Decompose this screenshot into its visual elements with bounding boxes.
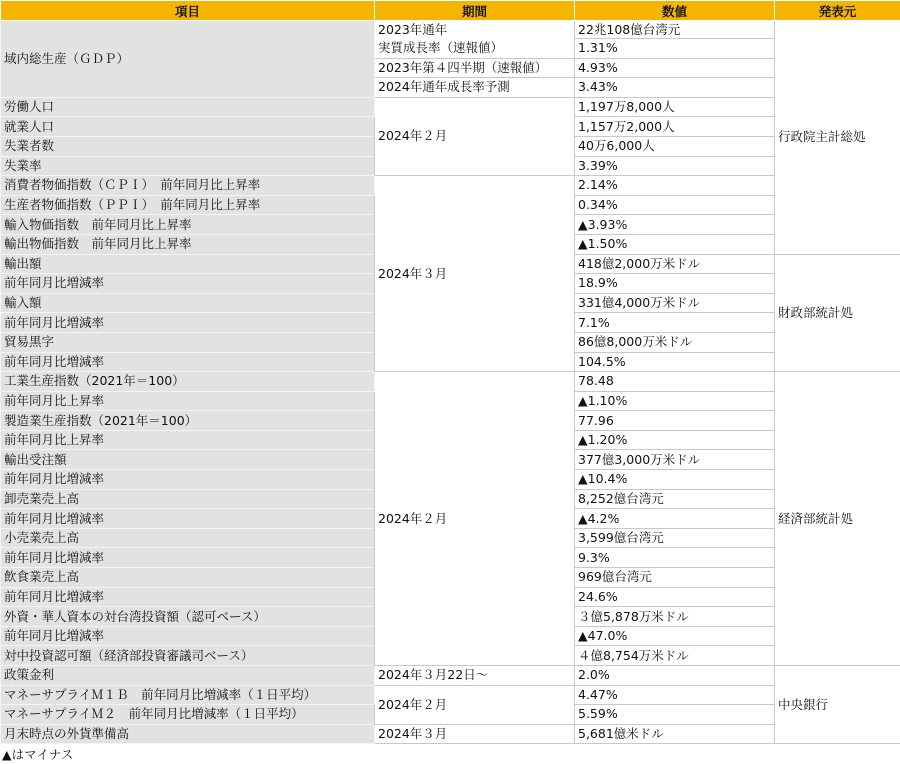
row-value: 9.3% (575, 548, 775, 568)
gdp-value-total: 22兆108億台湾元 (575, 21, 775, 39)
table-row (1, 666, 900, 686)
period-cell: 2024年２月 (375, 97, 575, 175)
row-item: 小売業売上高 (1, 528, 375, 548)
row-value: ▲3.93% (575, 215, 775, 235)
gdp-value-q4: 4.93% (575, 58, 775, 78)
period-cell: 2024年２月 (375, 372, 575, 666)
row-item: 輸出物価指数 前年同月比上昇率 (1, 234, 375, 254)
row-item: 輸入額 (1, 293, 375, 313)
table-row (1, 372, 900, 392)
row-item: 消費者物価指数（ＣＰＩ） 前年同月比上昇率 (1, 176, 375, 196)
row-value: 24.6% (575, 587, 775, 607)
row-item: 前年同月比増減率 (1, 509, 375, 529)
row-value: ▲1.50% (575, 234, 775, 254)
table-row (1, 97, 900, 117)
row-item: 前年同月比増減率 (1, 470, 375, 490)
row-value: 78.48 (575, 372, 775, 392)
row-value: 77.96 (575, 411, 775, 431)
row-item: 前年同月比上昇率 (1, 391, 375, 411)
row-item: 飲食業売上高 (1, 568, 375, 588)
row-item: 前年同月比増減率 (1, 274, 375, 294)
table-row (1, 21, 900, 39)
row-item: 就業人口 (1, 117, 375, 137)
row-item: 輸出受注額 (1, 450, 375, 470)
row-item: 前年同月比増減率 (1, 352, 375, 372)
gdp-item: 域内総生産（ＧＤＰ） (1, 21, 375, 98)
header-value: 数値 (575, 1, 775, 21)
row-value: ▲10.4% (575, 470, 775, 490)
row-value: 418億2,000万米ドル (575, 254, 775, 274)
footnote: ▲はマイナス (2, 747, 74, 763)
row-item: 輸入物価指数 前年同月比上昇率 (1, 215, 375, 235)
gdp-period-forecast: 2024年通年成長率予測 (375, 78, 575, 98)
row-value: 2.0% (575, 666, 775, 686)
row-value: ▲4.2% (575, 509, 775, 529)
source-cbc: 中央銀行 (775, 666, 900, 744)
gdp-value-forecast: 3.43% (575, 78, 775, 98)
row-value: ３億5,878万米ドル (575, 607, 775, 627)
row-value: 4.47% (575, 685, 775, 705)
row-value: ４億8,754万米ドル (575, 646, 775, 666)
row-item: 生産者物価指数（ＰＰＩ） 前年同月比上昇率 (1, 195, 375, 215)
header-row (1, 1, 900, 21)
row-item: 失業者数 (1, 136, 375, 156)
row-item: 政策金利 (1, 666, 375, 686)
period-cell: 2024年３月22日～ (375, 666, 575, 686)
table-row (1, 685, 900, 705)
period-cell: 2024年３月 (375, 176, 575, 372)
row-value: ▲47.0% (575, 626, 775, 646)
row-item: 前年同月比上昇率 (1, 430, 375, 450)
row-item: マネーサプライＭ２ 前年同月比増減率（１日平均） (1, 705, 375, 725)
header-period: 期間 (375, 1, 575, 21)
row-item: 労働人口 (1, 97, 375, 117)
row-item: 前年同月比増減率 (1, 548, 375, 568)
row-value: 5,681億米ドル (575, 724, 775, 744)
row-value: 969億台湾元 (575, 568, 775, 588)
row-item: 前年同月比増減率 (1, 313, 375, 333)
row-value: 86億8,000万米ドル (575, 332, 775, 352)
gdp-value-growth: 1.31% (575, 39, 775, 59)
row-item: 輸出額 (1, 254, 375, 274)
source-mof: 財政部統計処 (775, 254, 900, 372)
row-value: 7.1% (575, 313, 775, 333)
table-row (1, 176, 900, 196)
source-moea: 経済部統計処 (775, 372, 900, 666)
row-value: 3,599億台湾元 (575, 528, 775, 548)
gdp-period-q4: 2023年第４四半期（速報値） (375, 58, 575, 78)
row-item: 卸売業売上高 (1, 489, 375, 509)
gdp-period-annual-text: 2023年通年 実質成長率（速報値） (378, 22, 504, 56)
row-value: 5.59% (575, 705, 775, 725)
table-row (1, 724, 900, 744)
row-value: 1,157万2,000人 (575, 117, 775, 137)
row-item: 失業率 (1, 156, 375, 176)
row-value: 2.14% (575, 176, 775, 196)
header-source: 発表元 (775, 1, 900, 21)
gdp-period-annual (375, 21, 575, 59)
row-value: 331億4,000万米ドル (575, 293, 775, 313)
row-value: 8,252億台湾元 (575, 489, 775, 509)
row-value: 0.34% (575, 195, 775, 215)
row-item: 月末時点の外貨準備高 (1, 724, 375, 744)
row-value: ▲1.10% (575, 391, 775, 411)
period-cell: 2024年３月 (375, 724, 575, 744)
row-item: 外資・華人資本の対台湾投資額（認可ベース） (1, 607, 375, 627)
row-item: 対中投資認可額（経済部投資審議司ベース） (1, 646, 375, 666)
row-value: 377億3,000万米ドル (575, 450, 775, 470)
header-item: 項目 (1, 1, 375, 21)
row-item: 工業生産指数（2021年＝100） (1, 372, 375, 392)
row-item: 製造業生産指数（2021年＝100） (1, 411, 375, 431)
source-dgbas: 行政院主計総処 (775, 21, 900, 255)
row-value: 40万6,000人 (575, 136, 775, 156)
period-cell: 2024年２月 (375, 685, 575, 724)
row-value: ▲1.20% (575, 430, 775, 450)
row-value: 3.39% (575, 156, 775, 176)
row-item: マネーサプライＭ１Ｂ 前年同月比増減率（１日平均） (1, 685, 375, 705)
row-value: 104.5% (575, 352, 775, 372)
row-item: 前年同月比増減率 (1, 587, 375, 607)
row-value: 1,197万8,000人 (575, 97, 775, 117)
row-item: 前年同月比増減率 (1, 626, 375, 646)
row-value: 18.9% (575, 274, 775, 294)
row-item: 貿易黒字 (1, 332, 375, 352)
